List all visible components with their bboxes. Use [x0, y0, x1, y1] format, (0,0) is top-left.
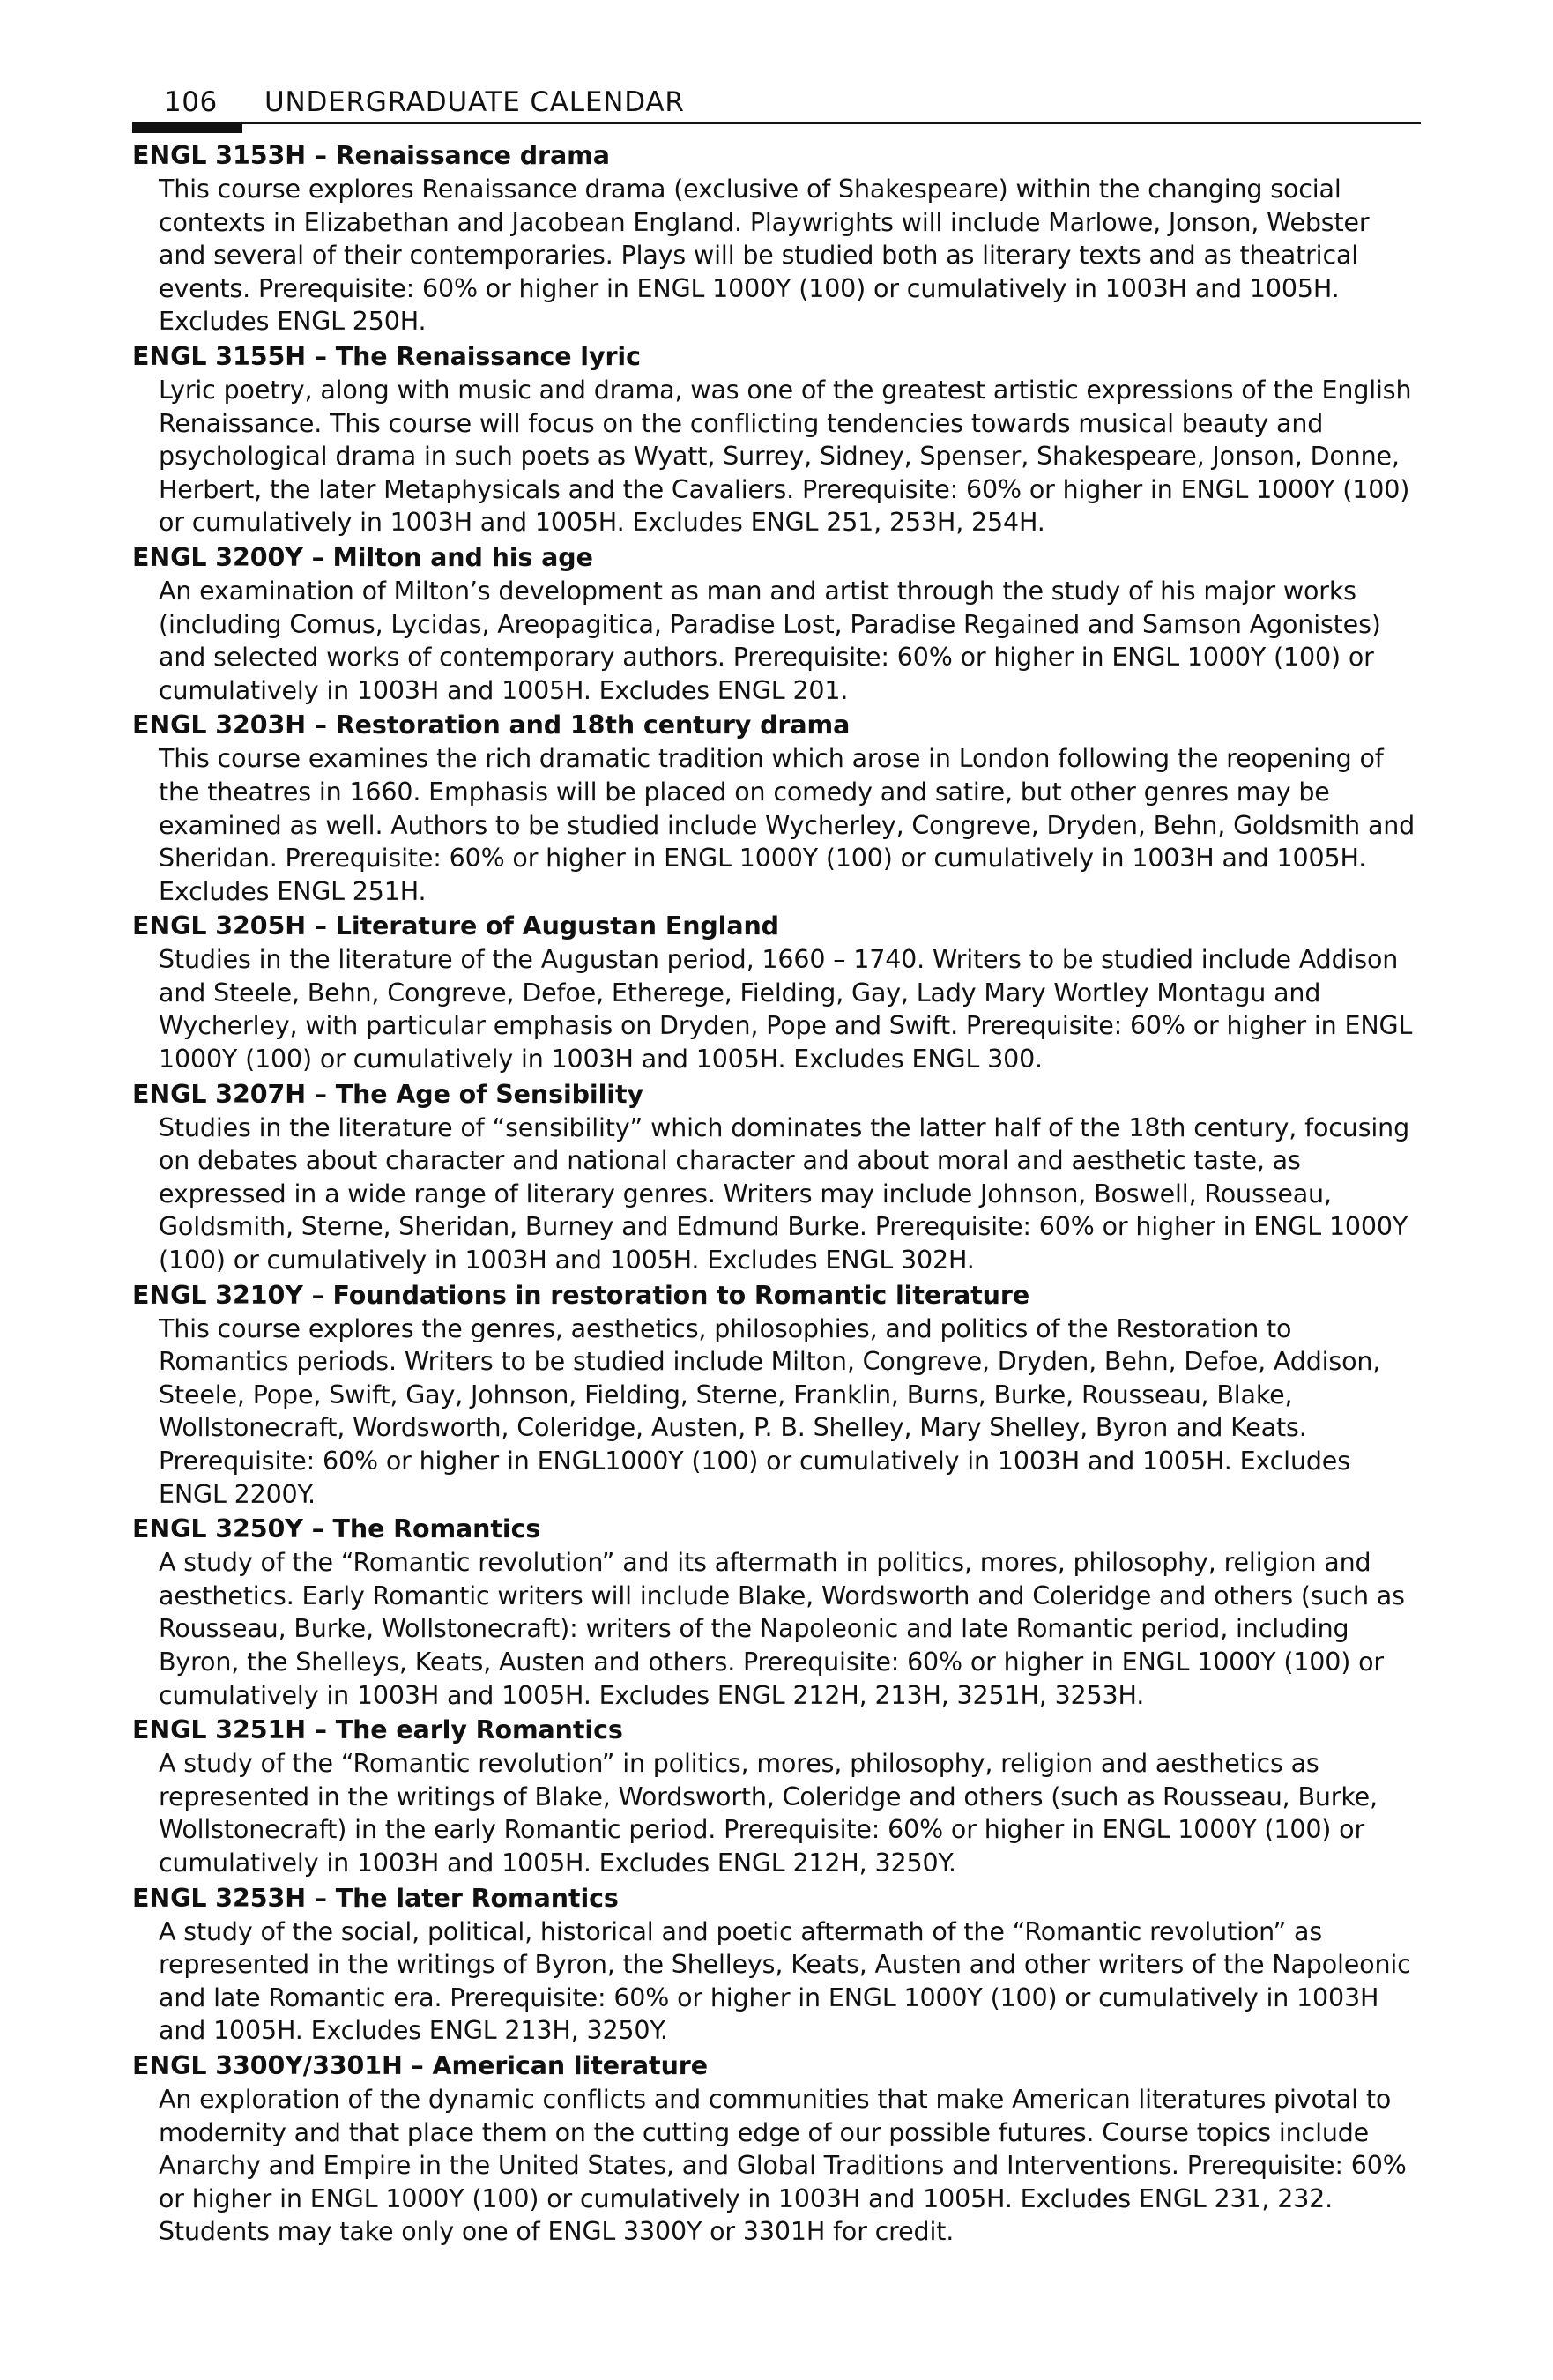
course-description: A study of the “Romantic revolution” in politics, mores, philosophy, religion and aesthetics as represented in the writings of Blake, Wordsworth, Coleridge and others (such as Rousseau, Burke, Wollstonecraft) in the early Romantic period. Prerequisite: 60% or higher in ENGL 1000Y (100) or cumulatively in 1003H and 1005H. Excludes ENGL 212H, 3250Y.	[159, 1749, 1378, 1878]
course-description: A study of the “Romantic revolution” and its aftermath in politics, mores, philosophy, religion and aesthetics. Early Romantic writers will include Blake, Wordsworth and Coleridge and others (such as Rousseau, Burke, Wollstonecraft): writers of the Napoleonic and late Romantic period, including Byron, the Shelleys, Keats, Austen and others. Prerequisite: 60% or higher in ENGL 1000Y (100) or cumulatively in 1003H and 1005H. Excludes ENGL 212H, 213H, 3251H, 3253H.	[159, 1548, 1405, 1710]
course-description: Studies in the literature of the Augustan period, 1660 – 1740. Writers to be studied include Addison and Steele, Behn, Congreve, Defoe, Etherege, Fielding, Gay, Lady Mary Wortley Montagu and Wycherley, with particular emphasis on Dryden, Pope and Swift. Prerequisite: 60% or higher in ENGL 1000Y (100) or cumulatively in 1003H and 1005H. Excludes ENGL 300.	[159, 945, 1413, 1075]
course-description: A study of the social, political, historical and poetic aftermath of the “Romantic revolution” as represented in the writings of Byron, the Shelleys, Keats, Austen and other writers of the Napoleonic and late Romantic era. Prerequisite: 60% or higher in ENGL 1000Y (100) or cumulatively in 1003H and 1005H. Excludes ENGL 213H, 3250Y.	[159, 1916, 1411, 2046]
course-title: ENGL 3300Y/3301H – American literature	[132, 2050, 708, 2080]
course-entry-engl-3253h	[132, 1882, 1421, 2048]
course-entry-engl-3153h	[132, 139, 1421, 338]
course-entry-engl-3210y	[132, 1279, 1421, 1512]
course-entry-engl-3205h	[132, 910, 1421, 1075]
course-title: ENGL 3250Y – The Romantics	[132, 1514, 541, 1544]
course-description: An exploration of the dynamic conflicts and communities that make American literatures pivotal to modernity and that place them on the cutting edge of our possible futures. Course topics include Anarchy and Empire in the United States, and Global Traditions and Interventions. Prerequisite: 60% or higher in ENGL 1000Y (100) or cumulatively in 1003H and 1005H. Excludes ENGL 231, 232. Students may take only one of ENGL 3300Y or 3301H for credit.	[159, 2084, 1407, 2247]
course-description: Lyric poetry, along with music and drama, was one of the greatest artistic expressions of the English Renaissance. This course will focus on the conflicting tendencies towards musical beauty and psychological drama in such poets as Wyatt, Surrey, Sidney, Spenser, Shakespeare, Jonson, Donne, Herbert, the later Metaphysicals and the Cavaliers. Prerequisite: 60% or higher in ENGL 1000Y (100) or cumulatively in 1003H and 1005H. Excludes ENGL 251, 253H, 254H.	[159, 375, 1412, 538]
course-description: This course examines the rich dramatic tradition which arose in London following the reopening of the theatres in 1660. Emphasis will be placed on comedy and satire, but other genres may be examined as well. Authors to be studied include Wycherley, Congreve, Dryden, Behn, Goldsmith and Sheridan. Prerequisite: 60% or higher in ENGL 1000Y (100) or cumulatively in 1003H and 1005H. Excludes ENGL 251H.	[159, 744, 1416, 906]
course-title: ENGL 3253H – The later Romantics	[132, 1883, 619, 1913]
course-entry-engl-3203h	[132, 709, 1421, 908]
header-tab-marker	[132, 122, 242, 133]
header-title: UNDERGRADUATE CALENDAR	[264, 86, 685, 118]
course-description: An examination of Milton’s development as man and artist through the study of his major works (including Comus, Lycidas, Areopagitica, Paradise Lost, Paradise Regained and Samson Agonistes) and selected works of contemporary authors. Prerequisite: 60% or higher in ENGL 1000Y (100) or cumulatively in 1003H and 1005H. Excludes ENGL 201.	[159, 576, 1381, 705]
calendar-page	[132, 78, 1421, 2250]
course-title: ENGL 3205H – Literature of Augustan England	[132, 911, 779, 941]
course-description: This course explores Renaissance drama (exclusive of Shakespeare) within the changing social contexts in Elizabethan and Jacobean England. Playwrights will include Marlowe, Jonson, Webster and several of their contemporaries. Plays will be studied both as literary texts and as theatrical events. Prerequisite: 60% or higher in ENGL 1000Y (100) or cumulatively in 1003H and 1005H. Excludes ENGL 250H.	[159, 175, 1370, 337]
course-entry-engl-3250y	[132, 1513, 1421, 1712]
course-entry-engl-3300y-3301h	[132, 2049, 1421, 2249]
course-title: ENGL 3200Y – Milton and his age	[132, 542, 593, 572]
course-title: ENGL 3153H – Renaissance drama	[132, 141, 610, 170]
header-rule	[132, 122, 1421, 124]
course-title: ENGL 3207H – The Age of Sensibility	[132, 1079, 643, 1109]
course-title: ENGL 3203H – Restoration and 18th century drama	[132, 710, 851, 740]
course-entry-engl-3155h	[132, 340, 1421, 539]
course-description: This course explores the genres, aesthetics, philosophies, and politics of the Restoration to Romantics periods. Writers to be studied include Milton, Congreve, Dryden, Behn, Defoe, Addison, Steele, Pope, Swift, Gay, Johnson, Fielding, Sterne, Franklin, Burns, Burke, Rousseau, Blake, Wollstonecraft, Wordsworth, Coleridge, Austen, P. B. Shelley, Mary Shelley, Byron and Keats. Prerequisite: 60% or higher in ENGL1000Y (100) or cumulatively in 1003H and 1005H. Excludes ENGL 2200Y.	[159, 1313, 1381, 1509]
course-description: Studies in the literature of “sensibility” which dominates the latter half of the 18th century, focusing on debates about character and national character and about moral and aesthetic taste, as expressed in a wide range of literary genres. Writers may include Johnson, Boswell, Rousseau, Goldsmith, Sterne, Sheridan, Burney and Edmund Burke. Prerequisite: 60% or higher in ENGL 1000Y (100) or cumulatively in 1003H and 1005H. Excludes ENGL 302H.	[159, 1112, 1410, 1276]
course-title: ENGL 3210Y – Foundations in restoration to Romantic literature	[132, 1280, 1030, 1310]
course-entry-engl-3200y	[132, 541, 1421, 707]
course-list	[132, 139, 1421, 2249]
course-title: ENGL 3155H – The Renaissance lyric	[132, 341, 641, 371]
page-number: 106	[164, 86, 218, 118]
running-header	[132, 78, 1421, 123]
course-entry-engl-3207h	[132, 1078, 1421, 1277]
course-entry-engl-3251h	[132, 1714, 1421, 1879]
course-title: ENGL 3251H – The early Romantics	[132, 1715, 623, 1745]
